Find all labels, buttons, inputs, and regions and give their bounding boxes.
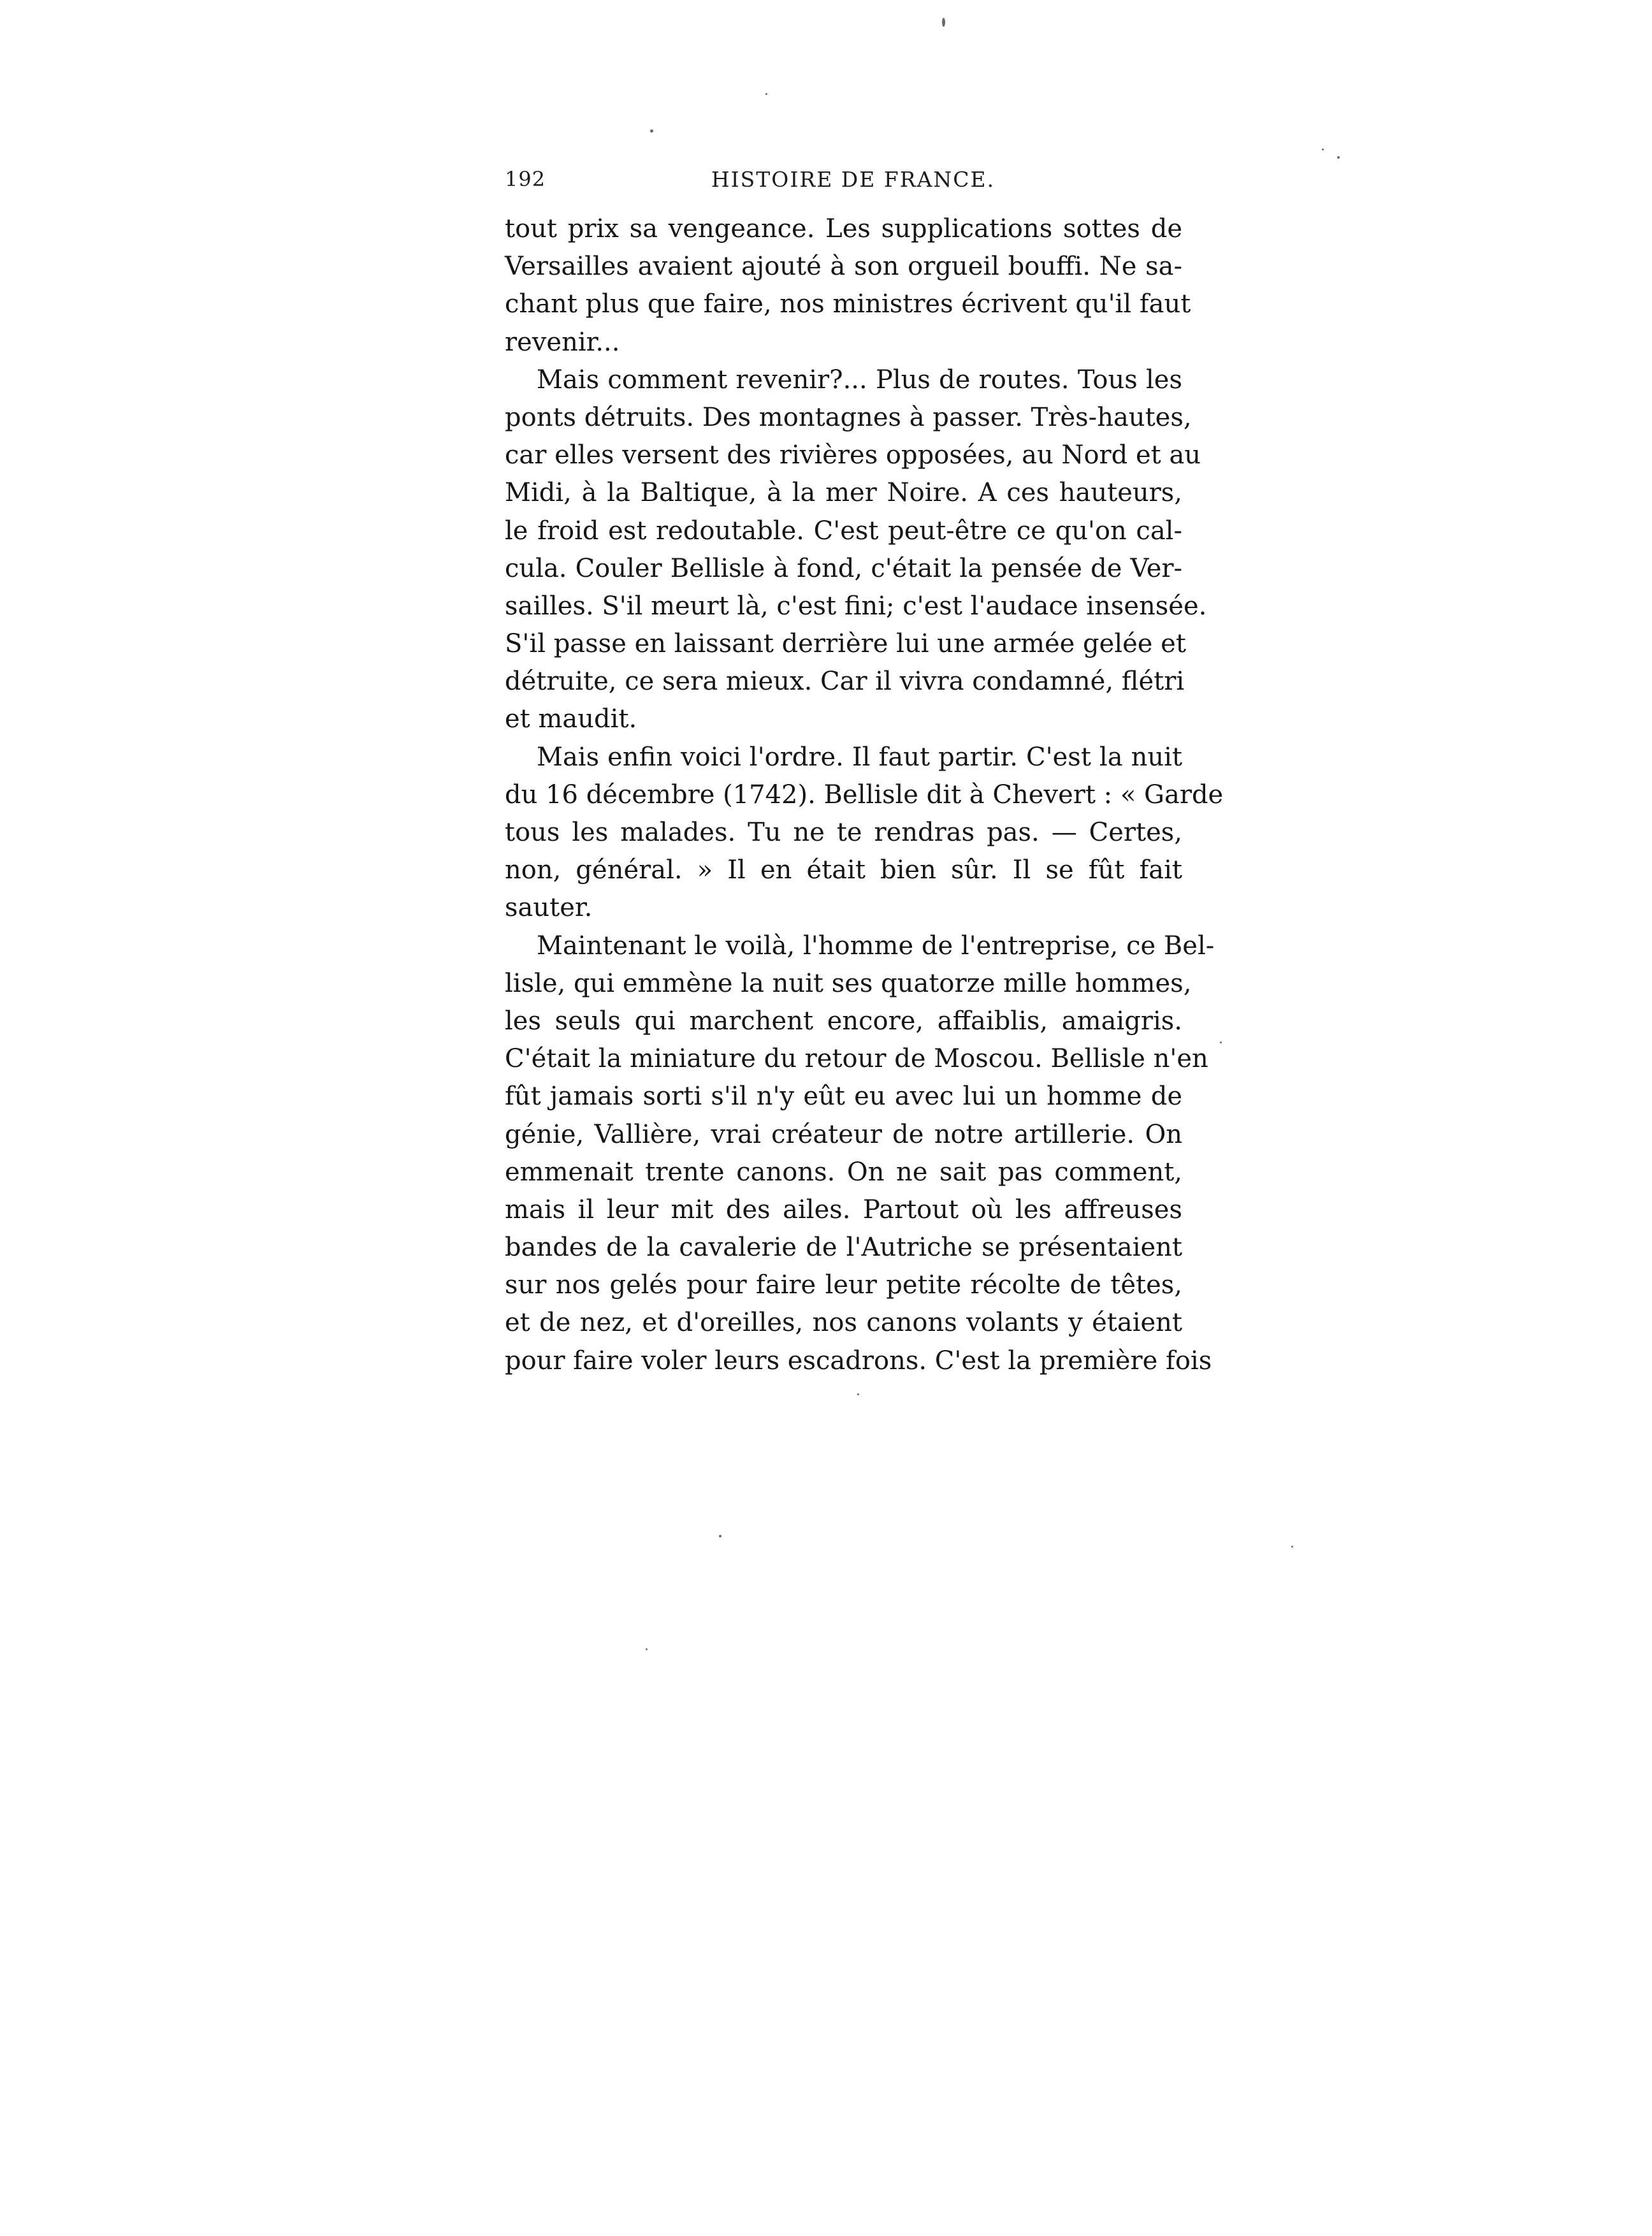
paragraph bbox=[505, 361, 1207, 739]
body-text bbox=[505, 210, 1224, 1380]
text-line: détruite, ce sera mieux. Car il vivra condamné, flétri bbox=[505, 667, 1185, 697]
text-line: sailles. S'il meurt là, c'est fini; c'est l'audace insensée. bbox=[505, 591, 1207, 621]
running-title: HISTOIRE DE FRANCE. bbox=[711, 167, 996, 192]
text-line: tous les malades. Tu ne te rendras pas. — Certes, bbox=[505, 818, 1182, 847]
text-line: génie, Vallière, vrai créateur de notre artillerie. On bbox=[505, 1119, 1182, 1149]
text-line: les seuls qui marchent encore, affaiblis, amaigris. bbox=[505, 1006, 1182, 1036]
paragraph bbox=[505, 927, 1215, 1380]
text-line: tout prix sa vengeance. Les supplications sottes de bbox=[505, 214, 1182, 243]
scan-speck bbox=[765, 93, 767, 95]
text-line: Mais enfin voici l'ordre. Il faut partir. C'est la nuit bbox=[537, 742, 1182, 772]
text-line: car elles versent des rivières opposées, au Nord et au bbox=[505, 440, 1201, 470]
text-line: non, général. » Il en était bien sûr. Il se fût fait bbox=[505, 855, 1182, 885]
text-line: sauter. bbox=[505, 893, 593, 923]
text-line: cula. Couler Bellisle à fond, c'était la pensée de Ver- bbox=[505, 553, 1182, 583]
text-line: ponts détruits. Des montagnes à passer. Très-hautes, bbox=[505, 402, 1192, 432]
text-line: du 16 décembre (1742). Bellisle dit à Chevert : « Garde bbox=[505, 780, 1224, 809]
text-line: sur nos gelés pour faire leur petite récolte de têtes, bbox=[505, 1270, 1182, 1300]
text-line: pour faire voler leurs escadrons. C'est la première fois bbox=[505, 1346, 1212, 1376]
text-line: S'il passe en laissant derrière lui une armée gelée et bbox=[505, 629, 1186, 659]
paragraph bbox=[505, 210, 1191, 361]
scan-speck bbox=[1291, 1546, 1293, 1548]
text-line: le froid est redoutable. C'est peut-être ce qu'on cal- bbox=[505, 516, 1182, 546]
scan-speck bbox=[646, 1648, 648, 1650]
page-number: 192 bbox=[505, 167, 546, 191]
scan-speck bbox=[857, 1393, 859, 1395]
text-line: emmenait trente canons. On ne sait pas comment, bbox=[505, 1157, 1182, 1187]
scan-speck bbox=[1337, 156, 1340, 159]
text-line: lisle, qui emmène la nuit ses quatorze mille hommes, bbox=[505, 968, 1192, 998]
text-line: C'était la miniature du retour de Moscou. Bellisle n'en bbox=[505, 1044, 1208, 1074]
text-line: Maintenant le voilà, l'homme de l'entreprise, ce Bel- bbox=[537, 931, 1215, 961]
text-line: Midi, à la Baltique, à la mer Noire. A ces hauteurs, bbox=[505, 478, 1182, 508]
scan-speck bbox=[1322, 149, 1324, 150]
text-line: et de nez, et d'oreilles, nos canons volants y étaient bbox=[505, 1308, 1182, 1338]
text-line: fût jamais sorti s'il n'y eût eu avec lui un homme de bbox=[505, 1082, 1182, 1112]
scan-speck bbox=[1220, 1042, 1222, 1043]
text-line: Mais comment revenir?... Plus de routes. Tous les bbox=[537, 365, 1182, 395]
text-line: chant plus que faire, nos ministres écrivent qu'il faut bbox=[505, 289, 1191, 319]
text-line: bandes de la cavalerie de l'Autriche se présentaient bbox=[505, 1233, 1182, 1263]
scan-speck bbox=[942, 18, 945, 27]
text-line: et maudit. bbox=[505, 704, 637, 734]
scan-speck bbox=[650, 129, 653, 133]
page-header bbox=[505, 167, 1182, 205]
scan-speck bbox=[719, 1535, 721, 1537]
text-line: revenir... bbox=[505, 327, 620, 357]
text-line: mais il leur mit des ailes. Partout où les affreuses bbox=[505, 1194, 1182, 1224]
paragraph bbox=[505, 739, 1224, 927]
text-line: Versailles avaient ajouté à son orgueil bouffi. Ne sa- bbox=[505, 252, 1182, 282]
